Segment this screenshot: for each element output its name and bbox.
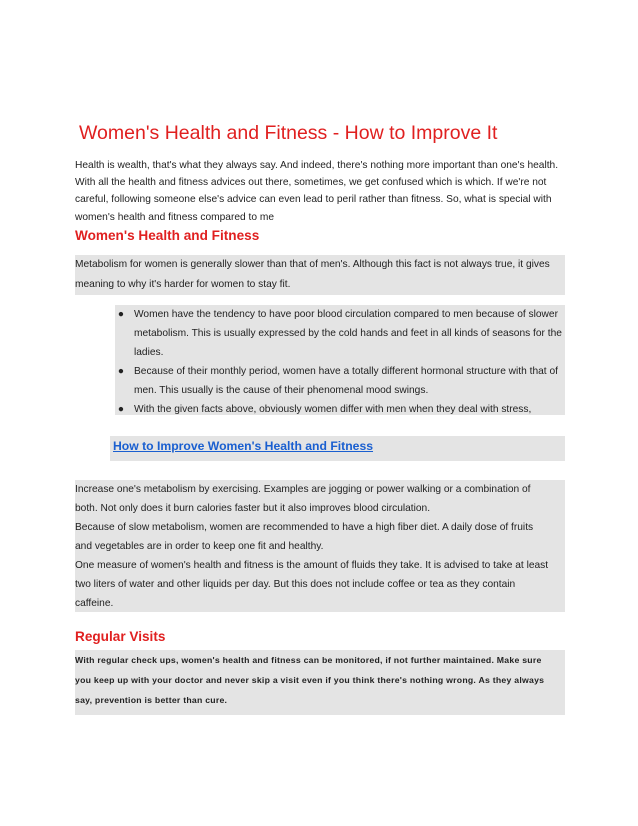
paragraph-line: and vegetables are in order to keep one fit and healthy. xyxy=(75,541,324,552)
list-item-text: Because of their monthly period, women have a totally different hormonal structure with that of men. This usually is the cause of their phenomenal mood swings. xyxy=(134,366,558,396)
metabolism-text: Metabolism for women is generally slower than that of men's. Although this fact is not always true, it gives meaning to why it's harder for women to stay fit. xyxy=(75,259,550,290)
paragraph-line: caffeine. xyxy=(75,598,114,609)
list-item-text: With the given facts above, obviously women differ with men when they deal with stress, xyxy=(134,404,532,415)
improve-paragraph xyxy=(75,480,565,612)
paragraph-line: both. Not only does it burn calories faster but it also improves blood circulation. xyxy=(75,503,431,514)
improve-heading-link[interactable]: How to Improve Women's Health and Fitness xyxy=(113,439,374,453)
bullet-list xyxy=(115,305,565,415)
page-title: Women's Health and Fitness - How to Improve It xyxy=(79,122,498,144)
paragraph-line: Increase one's metabolism by exercising. Examples are jogging or power walking or a combination of xyxy=(75,484,531,495)
list-item-text: Women have the tendency to have poor blood circulation compared to men because of slower metabolism. This is usually expressed by the cold hands and feet in all kinds of seasons for the ladies. xyxy=(134,309,562,358)
bullet-dot-icon: ● xyxy=(117,309,125,320)
paragraph-line: With regular check ups, women's health and fitness can be monitored, if not further maintained. Make sure xyxy=(75,655,542,665)
improve-heading-box xyxy=(110,436,565,461)
bullet-dot-icon: ● xyxy=(117,404,125,415)
intro-paragraph: Health is wealth, that's what they always say. And indeed, there's nothing more important than one's health. With all the health and fitness advices out there, sometimes, we get confused which is which. If we're not careful, following someone else's advice can even lead to peril rather than fitness. So, what is special with women's health and fitness compared to me xyxy=(75,160,559,223)
paragraph-line: two liters of water and other liquids per day. But this does not include coffee or tea as they contain xyxy=(75,579,516,590)
bullet-dot-icon: ● xyxy=(117,366,125,377)
regular-visits-paragraph xyxy=(75,650,565,715)
paragraph-line: One measure of women's health and fitness is the amount of fluids they take. It is advised to take at least xyxy=(75,560,549,571)
metabolism-paragraph xyxy=(75,255,565,295)
section-heading-womens-health: Women's Health and Fitness xyxy=(75,228,260,243)
section-heading-regular-visits: Regular Visits xyxy=(75,629,166,644)
paragraph-line: you keep up with your doctor and never skip a visit even if you think there's nothing wrong. As they always xyxy=(75,675,545,685)
paragraph-line: Because of slow metabolism, women are recommended to have a high fiber diet. A daily dose of fruits xyxy=(75,522,534,533)
paragraph-line: say, prevention is better than cure. xyxy=(75,695,228,705)
